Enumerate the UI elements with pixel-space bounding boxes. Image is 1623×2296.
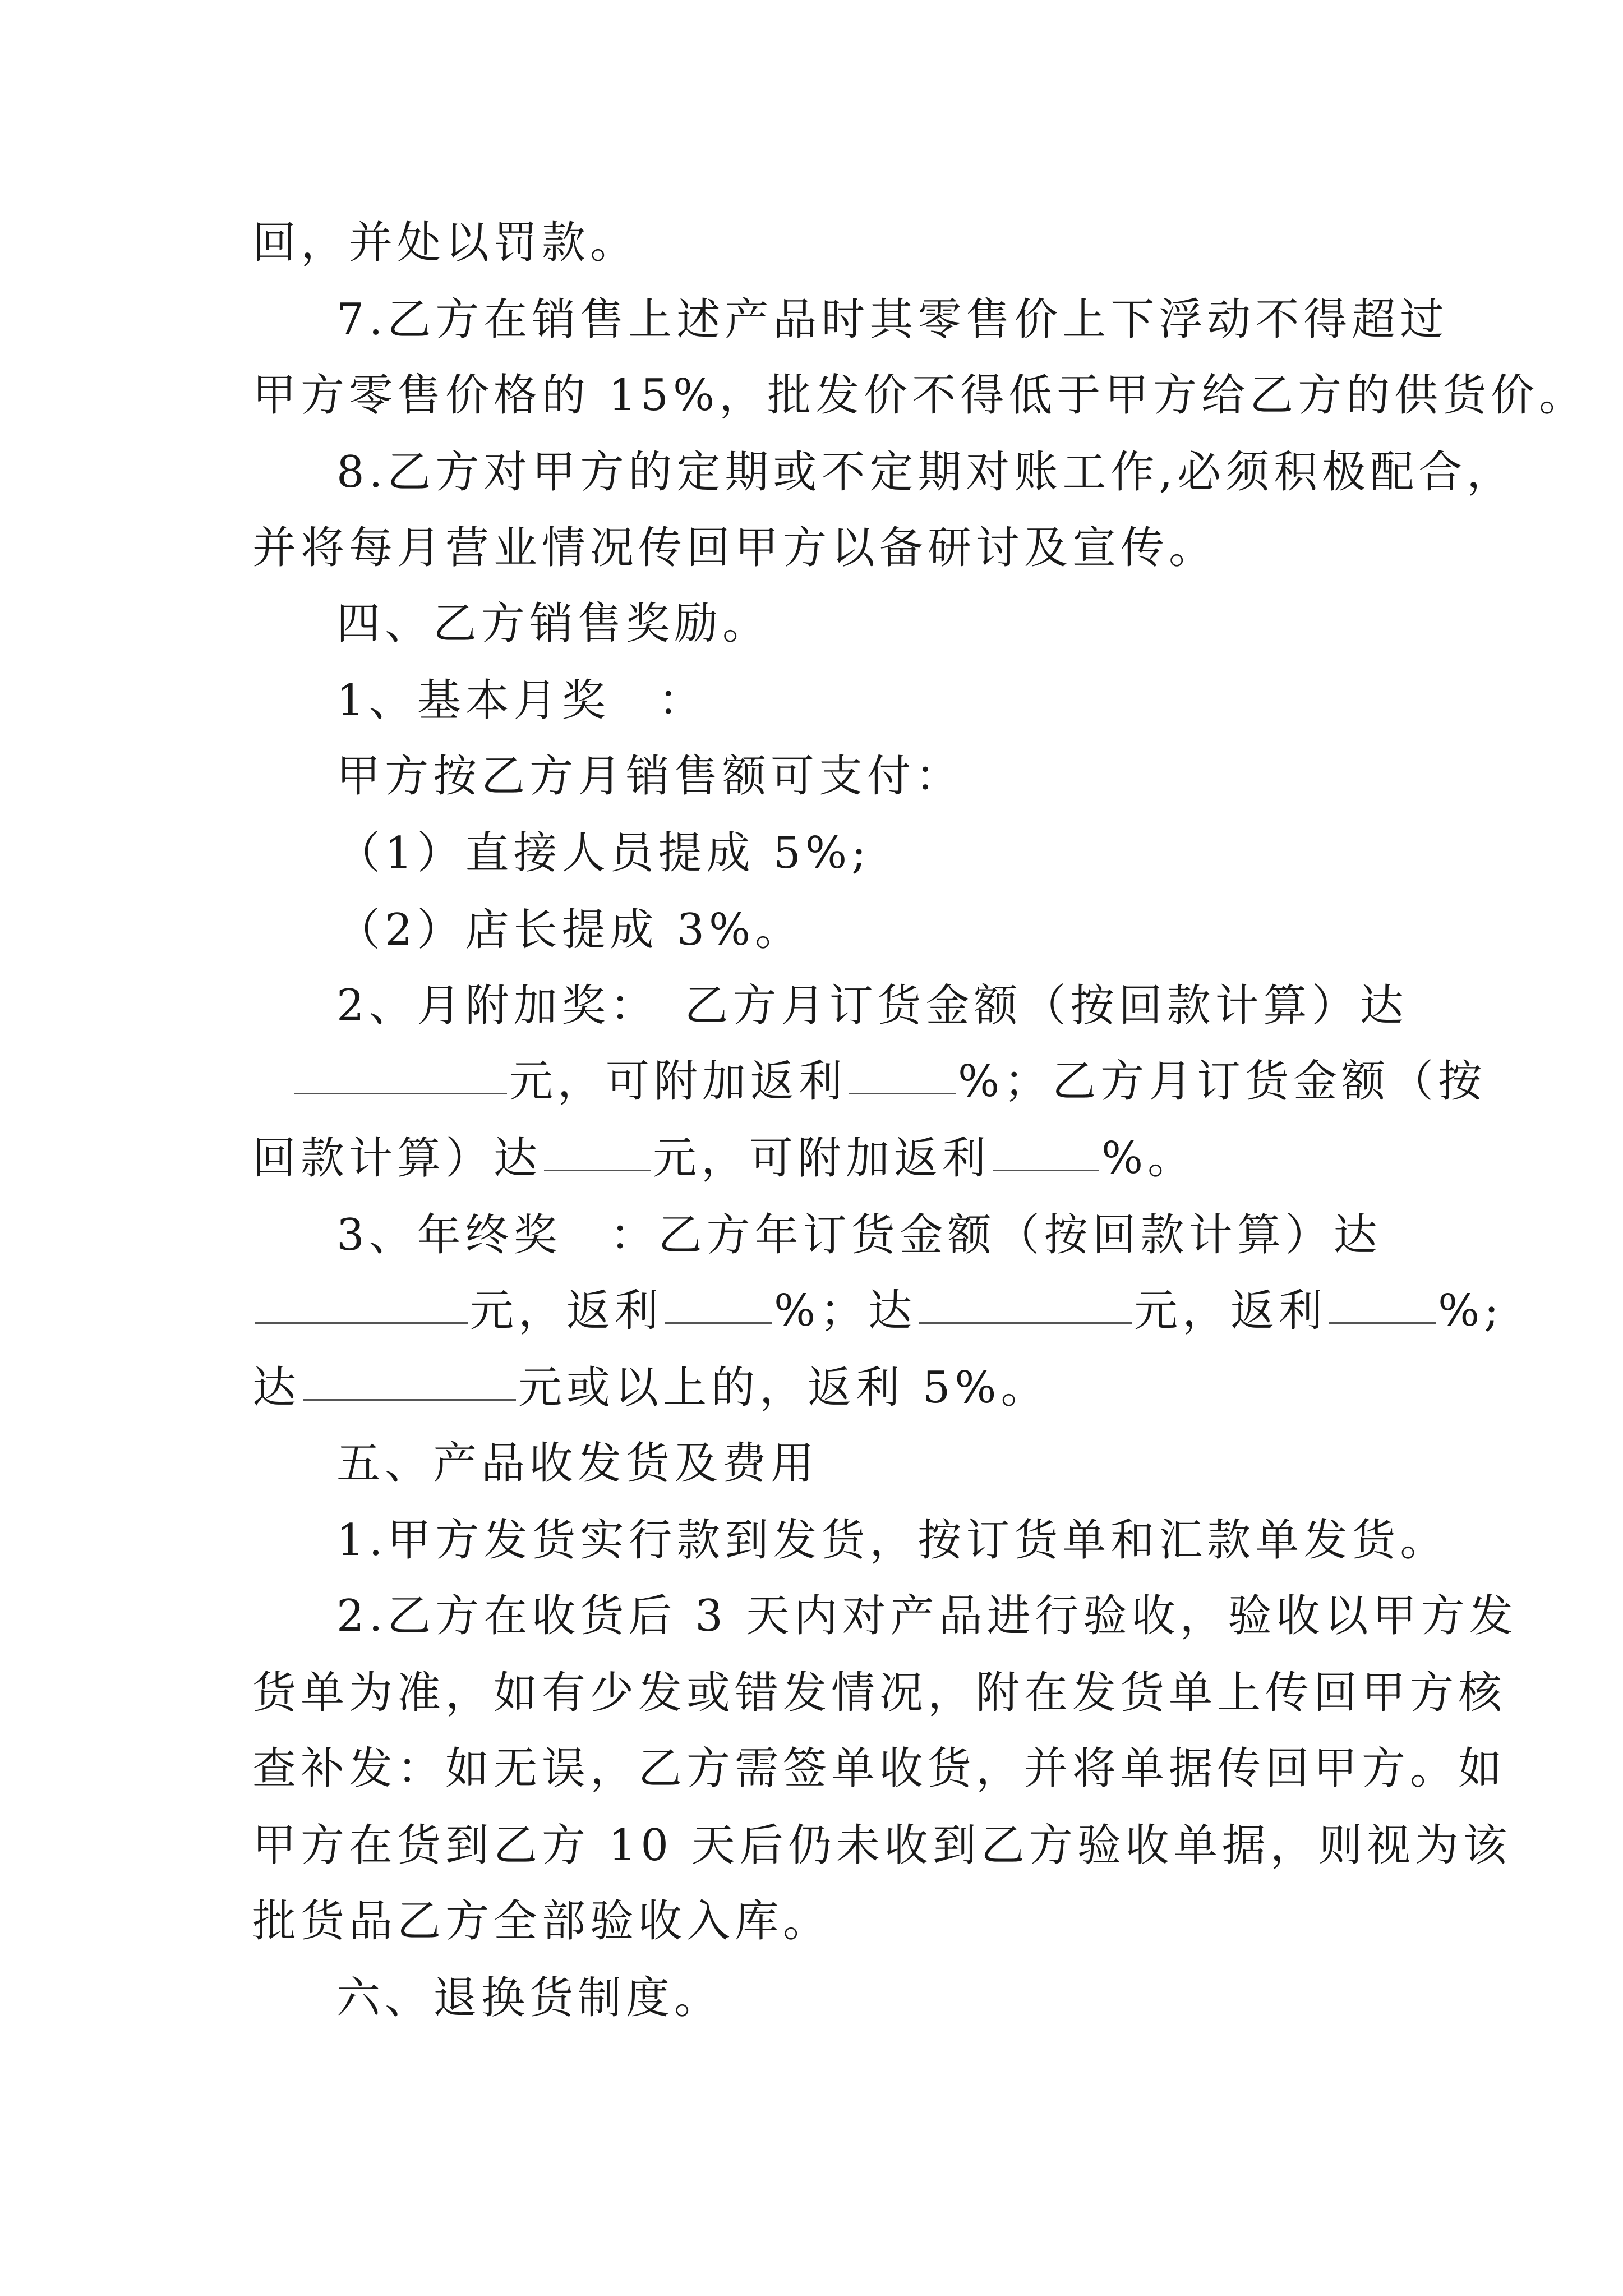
basic-monthly-bonus: 1、基本月奖 ：	[336, 675, 707, 726]
text-segment: 元，返利	[470, 1286, 663, 1336]
shipping-clause-2-line-3: 查补发：如无误，乙方需签单收货，并将单据传回甲方。如	[252, 1743, 1507, 1794]
section-heading-6: 六、退换货制度。	[336, 1973, 723, 2023]
year-end-bonus-line-3	[252, 1354, 1430, 1421]
amount-blank[interactable]	[919, 1277, 1132, 1324]
section-heading-5: 五、产品收发货及费用	[336, 1438, 819, 1489]
rate-blank[interactable]	[993, 1125, 1099, 1171]
rate-blank[interactable]	[1329, 1277, 1436, 1324]
clause-8-line-1: 8.乙方对甲方的定期或不定期对账工作,必须积极配合，	[336, 447, 1515, 498]
clause-8-line-2: 并将每月营业情况传回甲方以备研讨及宣传。	[252, 523, 1218, 573]
monthly-extra-bonus-line-3	[252, 1125, 1430, 1192]
rate-blank[interactable]	[665, 1277, 772, 1324]
clause-7-line-2: 甲方零售价格的 15%，批发价不得低于甲方给乙方的供货价。	[252, 370, 1588, 421]
year-end-bonus-line-2	[252, 1277, 1504, 1345]
amount-blank[interactable]	[544, 1125, 651, 1171]
year-end-bonus-line-1: 3、年终奖 ：乙方年订货金额（按回款计算）达	[336, 1210, 1382, 1260]
shipping-clause-2-line-2: 货单为准，如有少发或错发情况，附在发货单上传回甲方核	[252, 1668, 1507, 1718]
clause-7-line-1: 7.乙方在销售上述产品时其零售价上下浮动不得超过	[336, 295, 1449, 345]
text-segment: 元，返利	[1134, 1286, 1327, 1336]
text-segment: 元，可附加返利	[653, 1133, 991, 1184]
paragraph-line: 回，并处以罚款。	[252, 218, 639, 268]
shipping-clause-2-line-1: 2.乙方在收货后 3 天内对产品进行验收，验收以甲方发	[336, 1591, 1518, 1641]
rate-blank[interactable]	[849, 1048, 956, 1094]
commission-item-2: （2）店长提成 3%。	[336, 905, 804, 955]
text-segment: %;	[1438, 1286, 1504, 1336]
text-segment: %；乙方月订货金额（按	[958, 1056, 1487, 1107]
payment-intro: 甲方按乙方月销售额可支付：	[336, 751, 964, 802]
shipping-clause-1: 1.甲方发货实行款到发货，按订货单和汇款单发货。	[336, 1515, 1449, 1566]
text-segment: %。	[1101, 1133, 1196, 1184]
amount-blank[interactable]	[294, 1048, 507, 1094]
amount-blank[interactable]	[255, 1277, 468, 1324]
text-segment: 元，可附加返利	[509, 1056, 847, 1107]
amount-blank[interactable]	[303, 1354, 516, 1401]
shipping-clause-2-line-4: 甲方在货到乙方 10 天后仍未收到乙方验收单据，则视为该	[252, 1820, 1511, 1871]
commission-item-1: （1）直接人员提成 5%;	[336, 828, 871, 878]
text-segment: %；达	[774, 1286, 917, 1336]
monthly-extra-bonus-line-2	[292, 1048, 1487, 1115]
section-heading-4: 四、乙方销售奖励。	[336, 599, 771, 649]
monthly-extra-bonus-line-1: 2、月附加奖： 乙方月订货金额（按回款计算）达	[336, 981, 1408, 1031]
text-segment: 元或以上的，返利 5%。	[518, 1363, 1049, 1413]
shipping-clause-2-line-5: 批货品乙方全部验收入库。	[252, 1896, 832, 1947]
text-segment: 回款计算）达	[252, 1133, 542, 1184]
text-segment: 达	[252, 1363, 301, 1413]
